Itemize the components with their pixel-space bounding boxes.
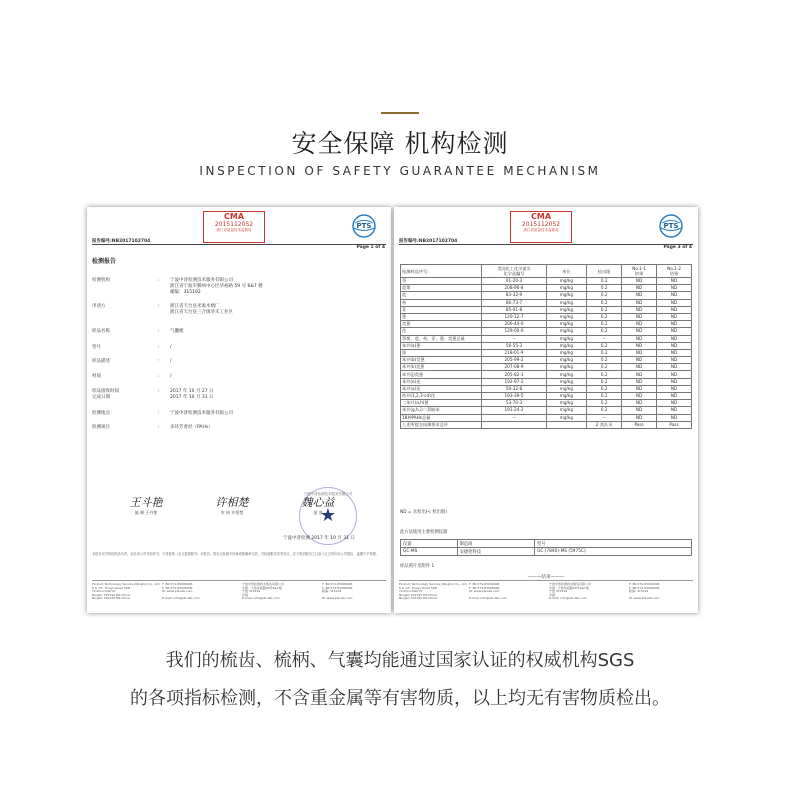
report-field-row [92, 329, 382, 335]
table-header-cell: 检出限 [587, 265, 622, 278]
footer-line: F: 86-574-83096006 [629, 585, 660, 590]
table-cell: -- [587, 414, 622, 421]
inst-cell: GC (7890)-MS (5975C) [535, 548, 692, 556]
table-row [401, 378, 692, 385]
table-row [401, 414, 692, 421]
table-row [401, 313, 692, 320]
table-cell: 苯并(e)芘 [401, 378, 482, 385]
table-cell: 56-55-3 [482, 342, 546, 349]
table-cell: 0.2 [587, 400, 622, 407]
field-colon: : [158, 374, 160, 379]
footer-line: F: 86-574-83096006 [322, 585, 353, 590]
table-cell: mg/kg [546, 407, 587, 414]
signature-reviewed: 许相楚 审 核 许相楚 [215, 496, 249, 515]
footer-line: 宁波中普检测技术服务有限公司 [549, 582, 592, 586]
footer-line: Product Technology Service (Ningbo) Co., Ltd [92, 582, 160, 586]
table-header-cell: 美国化工化学索引 化学品编号 [482, 265, 546, 278]
table-cell: ND [657, 407, 692, 414]
inst-cell: 安捷伦科技 [457, 548, 535, 556]
footer-line: T: 86-574-83096006 [322, 582, 353, 586]
table-row [401, 357, 692, 364]
table-cell: 苯并(a)蒽 [401, 342, 482, 349]
table-cell: ND [622, 313, 657, 320]
table-cell: 0.2 [587, 371, 622, 378]
table-cell: 0.2 [587, 385, 622, 392]
footer-line: 宁波中普检测技术服务有限公司 [242, 582, 285, 586]
table-cell: ND [622, 306, 657, 313]
table-header-row [401, 265, 692, 278]
table-cell: mg/kg [546, 393, 587, 400]
footer-line: 中国 [242, 592, 249, 597]
report-number: 报告编号:NB2017102704 [399, 239, 458, 244]
table-cell: ND [657, 400, 692, 407]
description-line-2: 的各项指标检测，不含重金属等有害物质，以上均无有害物质检出。 [130, 688, 670, 709]
cma-icon: CMA 2015112052 浙江省质量技术监督局 [203, 211, 265, 243]
table-cell: mg/kg [546, 349, 587, 356]
table-cell: mg/kg [546, 299, 587, 306]
report-page-3 [394, 207, 698, 613]
field-label: 样品名称 [92, 329, 110, 334]
footer-line: Yinzhou District [92, 589, 116, 594]
footer-line: T: 86-574-83096006 [162, 582, 193, 586]
table-cell: mg/kg [546, 400, 587, 407]
table-cell: ND [622, 328, 657, 335]
footer-line: T: 86-574-83096006 [629, 582, 660, 586]
table-cell: 2 类队员 [587, 421, 622, 428]
table-cell: 0.2 [587, 393, 622, 400]
footer-col-3 [549, 583, 591, 601]
table-cell: 83-32-9 [482, 292, 546, 299]
table-row [401, 349, 692, 356]
table-cell: ND [622, 292, 657, 299]
table-cell: mg/kg [546, 371, 587, 378]
field-colon: : [158, 329, 160, 334]
table-cell: ND [657, 285, 692, 292]
table-cell: mg/kg [546, 306, 587, 313]
footer-line: 宁波 315192 [242, 589, 261, 594]
table-cell: 205-99-2 [482, 357, 546, 364]
table-cell: 218-01-9 [482, 349, 546, 356]
table-cell: ND [657, 313, 692, 320]
field-label: 检测项目 [92, 425, 110, 430]
table-header-cell: 检测样品序号： [401, 265, 482, 278]
report-field-row [92, 411, 382, 417]
table-cell: 上述所提交检测要求总评 [401, 421, 482, 428]
footer-col-1 [92, 583, 160, 601]
footer-col-2 [162, 583, 200, 601]
table-cell: 120-12-7 [482, 313, 546, 320]
footer-line: W: www.pts-lab.com [162, 589, 193, 594]
table-cell: ND [622, 407, 657, 414]
table-cell: 0.2 [587, 299, 622, 306]
table-cell: mg/kg [546, 292, 587, 299]
report-page-1 [87, 207, 391, 613]
footer-line: 邮编: 315192 [629, 589, 649, 594]
field-colon: : [158, 425, 160, 430]
table-cell: ND [622, 385, 657, 392]
footer-line: E-mail: info@pts-lab.com [242, 596, 280, 601]
table-cell: 208-96-8 [482, 285, 546, 292]
footer-line: 中国 [549, 592, 556, 597]
table-cell: 50-32-8 [482, 385, 546, 392]
table-cell: 芘 [401, 328, 482, 335]
table-cell: 苯并(g,h,i)二萘嵌苯 [401, 407, 482, 414]
footer-line: E-mail: info@pts-lab.com [549, 596, 587, 601]
table-row [401, 400, 692, 407]
photo-note: 样品照片见附件 1 [400, 564, 435, 569]
report-field-row [92, 304, 382, 316]
table-cell: 䓛 [401, 349, 482, 356]
field-label: 检测机构 [92, 278, 110, 283]
table-row [401, 385, 692, 392]
field-value: 宁波中普检测技术服务有限公司 [170, 411, 233, 416]
table-cell: ND [657, 335, 692, 342]
table-cell: ND [657, 342, 692, 349]
table-cell: -- [587, 335, 622, 342]
report-field-row [92, 359, 382, 365]
page-title: 安全保障 机构检测 [291, 129, 509, 158]
table-cell: ND [657, 371, 692, 378]
table-cell: ND [622, 342, 657, 349]
table-cell: 0.2 [587, 285, 622, 292]
cma-icon: CMA 2015112052 浙江省质量技术监督局 [510, 211, 572, 243]
footer-col-4 [629, 583, 659, 601]
table-cell: mg/kg [546, 328, 587, 335]
instrument-title: 此方法使用主要检测仪器 [400, 530, 448, 535]
field-value: 宁波中普检测技术服务有限公司 浙江省宁波市鄞州中心区华裕路 59 号 6&7 楼 邮编：315192 [170, 278, 263, 295]
table-cell: 86-73-7 [482, 299, 546, 306]
table-row [401, 278, 692, 285]
table-cell: ND [622, 335, 657, 342]
field-label: 样品描述 [92, 359, 110, 364]
stamp-seal-icon: 宁波中普检测技术服务有限公司 ★ [299, 487, 357, 545]
footer-line: W: www.pts-lab.com [469, 589, 500, 594]
report-field-row [92, 345, 382, 351]
table-cell: ND [657, 357, 692, 364]
field-colon: : [158, 359, 160, 364]
field-value: / [170, 374, 172, 379]
description-line-1: 我们的梳齿、梳柄、气囊均能通过国家认证的权威机构SGS [165, 650, 635, 671]
table-cell [546, 421, 587, 428]
table-row [401, 421, 692, 428]
table-cell: 18种PAHs总量 [401, 414, 482, 421]
footer-line: 中国 · 宁波华裕路59号6&7楼 [549, 585, 589, 590]
table-cell: ND [657, 349, 692, 356]
svg-text:PTS: PTS [663, 222, 679, 230]
table-cell: mg/kg [546, 313, 587, 320]
table-cell: 二苯并(a,h)蒽 [401, 400, 482, 407]
table-cell: 129-00-0 [482, 328, 546, 335]
field-colon: : [158, 278, 160, 283]
table-cell: ND [657, 292, 692, 299]
table-cell: mg/kg [546, 335, 587, 342]
report-field-row [92, 278, 382, 296]
table-cell: 206-44-0 [482, 321, 546, 328]
report-title: 检测报告 [92, 258, 117, 265]
footer-line: F: 86-574-83096006 [162, 585, 193, 590]
table-cell: 0.2 [587, 342, 622, 349]
table-cell: mg/kg [546, 342, 587, 349]
table-cell: 苊 [401, 292, 482, 299]
table-cell: 193-39-5 [482, 393, 546, 400]
footer-line: 宁波 315192 [549, 589, 568, 594]
table-cell: 192-97-2 [482, 378, 546, 385]
table-cell: 0.2 [587, 349, 622, 356]
field-colon: : [158, 345, 160, 350]
table-cell: 茚并(1,2,3-cd)芘 [401, 393, 482, 400]
table-cell: mg/kg [546, 285, 587, 292]
footer-line: E-mail: info@pts-lab.com [162, 596, 200, 601]
table-cell: 菲 [401, 306, 482, 313]
table-cell: 0.2 [587, 407, 622, 414]
table-cell: ND [622, 364, 657, 371]
stamp-date: 宁波中普检测 2017 年 10 月 31 日 [283, 536, 355, 541]
svg-text:PTS: PTS [356, 222, 372, 230]
table-cell: ND [622, 285, 657, 292]
field-colon: : [158, 411, 160, 416]
table-header-cell: 单位 [546, 265, 587, 278]
footer-line: Yinzhou District [399, 589, 423, 594]
table-cell: 0.2 [587, 321, 622, 328]
table-cell: Pass [622, 421, 657, 428]
table-row [401, 371, 692, 378]
table-cell: 0.2 [587, 278, 622, 285]
pts-logo-icon [658, 213, 684, 239]
table-cell: 53-70-3 [482, 400, 546, 407]
table-cell: ND [622, 357, 657, 364]
table-row [401, 328, 692, 335]
table-cell: 205-82-3 [482, 371, 546, 378]
table-cell: ND [657, 306, 692, 313]
footer-col-2 [469, 583, 507, 601]
page-footer [92, 580, 386, 601]
table-row [401, 335, 692, 342]
table-cell: 0.2 [587, 306, 622, 313]
signature-approved: 魏心益 批 准 [301, 496, 335, 515]
report-number: 报告编号:NB2017102704 [92, 239, 151, 244]
table-cell: 荧蒽 [401, 321, 482, 328]
table-cell: mg/kg [546, 364, 587, 371]
table-cell: ND [657, 378, 692, 385]
table-cell: 苊烯 [401, 285, 482, 292]
footer-line: 6 & 7/F, Huayu Road 59# [92, 585, 131, 590]
table-cell: -- [482, 414, 546, 421]
table-cell: mg/kg [546, 414, 587, 421]
pts-logo-icon [351, 213, 377, 239]
footer-line: W: www.pts-lab.com [629, 596, 660, 601]
table-cell: 0.2 [587, 378, 622, 385]
table-cell: mg/kg [546, 385, 587, 392]
table-cell: ND [657, 321, 692, 328]
signature-prepared: 王斗艳 编 制 王丹艳 [129, 496, 163, 515]
page-number: Page 1 of 4 [356, 245, 385, 250]
end-mark: ———结束——— [528, 575, 564, 580]
footer-line: 中国 · 宁波华裕路59号6&7楼 [242, 585, 282, 590]
footer-line: T: 86-574-83096006 [469, 582, 500, 586]
table-cell: ND [622, 400, 657, 407]
table-row [401, 299, 692, 306]
table-row [401, 393, 692, 400]
inst-header-cell: 制造商 [457, 540, 535, 548]
table-header-cell: No.1-1 结果 [622, 265, 657, 278]
table-row [401, 321, 692, 328]
fine-print: 本报告仅对所检样品负责，未经本公司书面许可，不得复制（全文复制除外）本报告。报告无检测专用章或骑缝章无效，对检测报告若有异议，应于收到报告之日起十五日内向本公司提出，逾期不予受理。 [92, 552, 379, 556]
table-cell: 芴 [401, 299, 482, 306]
table-row [401, 364, 692, 371]
footer-col-4 [322, 583, 352, 601]
table-cell: 0.2 [587, 364, 622, 371]
footer-line: W: www.pts-lab.com [322, 596, 353, 601]
table-row [401, 407, 692, 414]
table-cell: ND [622, 371, 657, 378]
field-value: 多环芳香烃（PAHs） [170, 425, 213, 430]
footer-line: Ningbo 315192 P.R.China [399, 596, 437, 601]
table-cell: 0.2 [587, 292, 622, 299]
footer-col-1 [399, 583, 467, 601]
table-cell: 苯并(k)荧蒽 [401, 364, 482, 371]
table-cell: ND [657, 414, 692, 421]
inst-cell: GC-MS [401, 548, 458, 556]
footer-line: Product Technology Service (Ningbo) Co., Ltd [399, 582, 467, 586]
table-cell: ND [622, 414, 657, 421]
instrument-table [400, 539, 692, 556]
field-colon: : [158, 389, 160, 394]
table-cell: -- [482, 335, 546, 342]
table-cell: mg/kg [546, 357, 587, 364]
table-cell: ND [657, 385, 692, 392]
table-cell: mg/kg [546, 321, 587, 328]
table-cell: ND [622, 349, 657, 356]
table-cell: 191-24-2 [482, 407, 546, 414]
table-row [401, 292, 692, 299]
table-cell: 0.2 [587, 313, 622, 320]
report-field-row [92, 425, 382, 431]
table-cell: mg/kg [546, 278, 587, 285]
table-cell [482, 421, 546, 428]
field-value: 2017 年 10 月 27 日 2017 年 10 月 31 日 [170, 389, 214, 400]
accent-line [381, 112, 419, 114]
table-cell: 85-01-8 [482, 306, 546, 313]
report-field-row [92, 374, 382, 380]
header-rule [399, 244, 693, 245]
field-value: / [170, 359, 172, 364]
field-value: / [170, 345, 172, 350]
report-field-row [92, 389, 382, 401]
table-cell: ND [622, 299, 657, 306]
footer-line: Ningbo 315192 P.R.China [399, 592, 437, 597]
header-rule [92, 244, 386, 245]
page-footer [399, 580, 693, 601]
table-cell: 苯并(j)荧蒽 [401, 371, 482, 378]
footer-col-3 [242, 583, 284, 601]
nd-note: ND = 未检出(< 检出限) [400, 510, 447, 515]
table-cell: Pass [657, 421, 692, 428]
footer-line: Ningbo 315192 P.R.China [92, 596, 130, 601]
footer-line: Ningbo 315192 P.R.China [92, 592, 130, 597]
inst-header-cell: 型号 [535, 540, 692, 548]
table-cell: ND [657, 393, 692, 400]
page-number: Page 3 of 4 [663, 245, 692, 250]
results-table [400, 264, 692, 429]
table-cell: ND [657, 278, 692, 285]
table-cell: ND [657, 328, 692, 335]
footer-line: E-mail: info@pts-lab.com [469, 596, 507, 601]
field-label: 型号 [92, 345, 101, 350]
table-cell: 苯并(a)芘 [401, 385, 482, 392]
table-cell: ND [657, 364, 692, 371]
table-cell: 苯并(b)荧蒽 [401, 357, 482, 364]
footer-line: 邮编: 315192 [322, 589, 342, 594]
page-subtitle: INSPECTION OF SAFETY GUARANTEE MECHANISM [199, 164, 601, 178]
table-row [401, 342, 692, 349]
field-label: 样品接收时间 完成日期 [92, 389, 119, 400]
field-value: 气囊梳 [170, 329, 184, 334]
table-row [401, 285, 692, 292]
field-value: 浙江省天台县米素木梳厂 浙江省天台县三合镇华禾工业区 [170, 304, 233, 315]
table-cell: ND [622, 393, 657, 400]
field-label: 材质 [92, 374, 101, 379]
table-cell: 蒽 [401, 313, 482, 320]
table-cell: 萘烯、苊、芴、菲、蒽、荧蒽总量 [401, 335, 482, 342]
table-cell: 萘 [401, 278, 482, 285]
table-cell: ND [622, 378, 657, 385]
table-cell: ND [657, 299, 692, 306]
table-row [401, 306, 692, 313]
table-header-cell: No.1-2 结果 [657, 265, 692, 278]
table-cell: 207-08-9 [482, 364, 546, 371]
footer-line: F: 86-574-83096006 [469, 585, 500, 590]
field-colon: : [158, 304, 160, 309]
table-cell: 0.2 [587, 357, 622, 364]
table-cell: ND [622, 321, 657, 328]
field-label: 申请方 [92, 304, 106, 309]
table-cell: 91-20-3 [482, 278, 546, 285]
table-cell: 0.2 [587, 328, 622, 335]
inst-header-cell: 仪器 [401, 540, 458, 548]
footer-line: 6 & 7/F, Huayu Road 59# [399, 585, 438, 590]
table-cell: mg/kg [546, 378, 587, 385]
table-cell: ND [622, 278, 657, 285]
field-label: 检测地点 [92, 411, 110, 416]
